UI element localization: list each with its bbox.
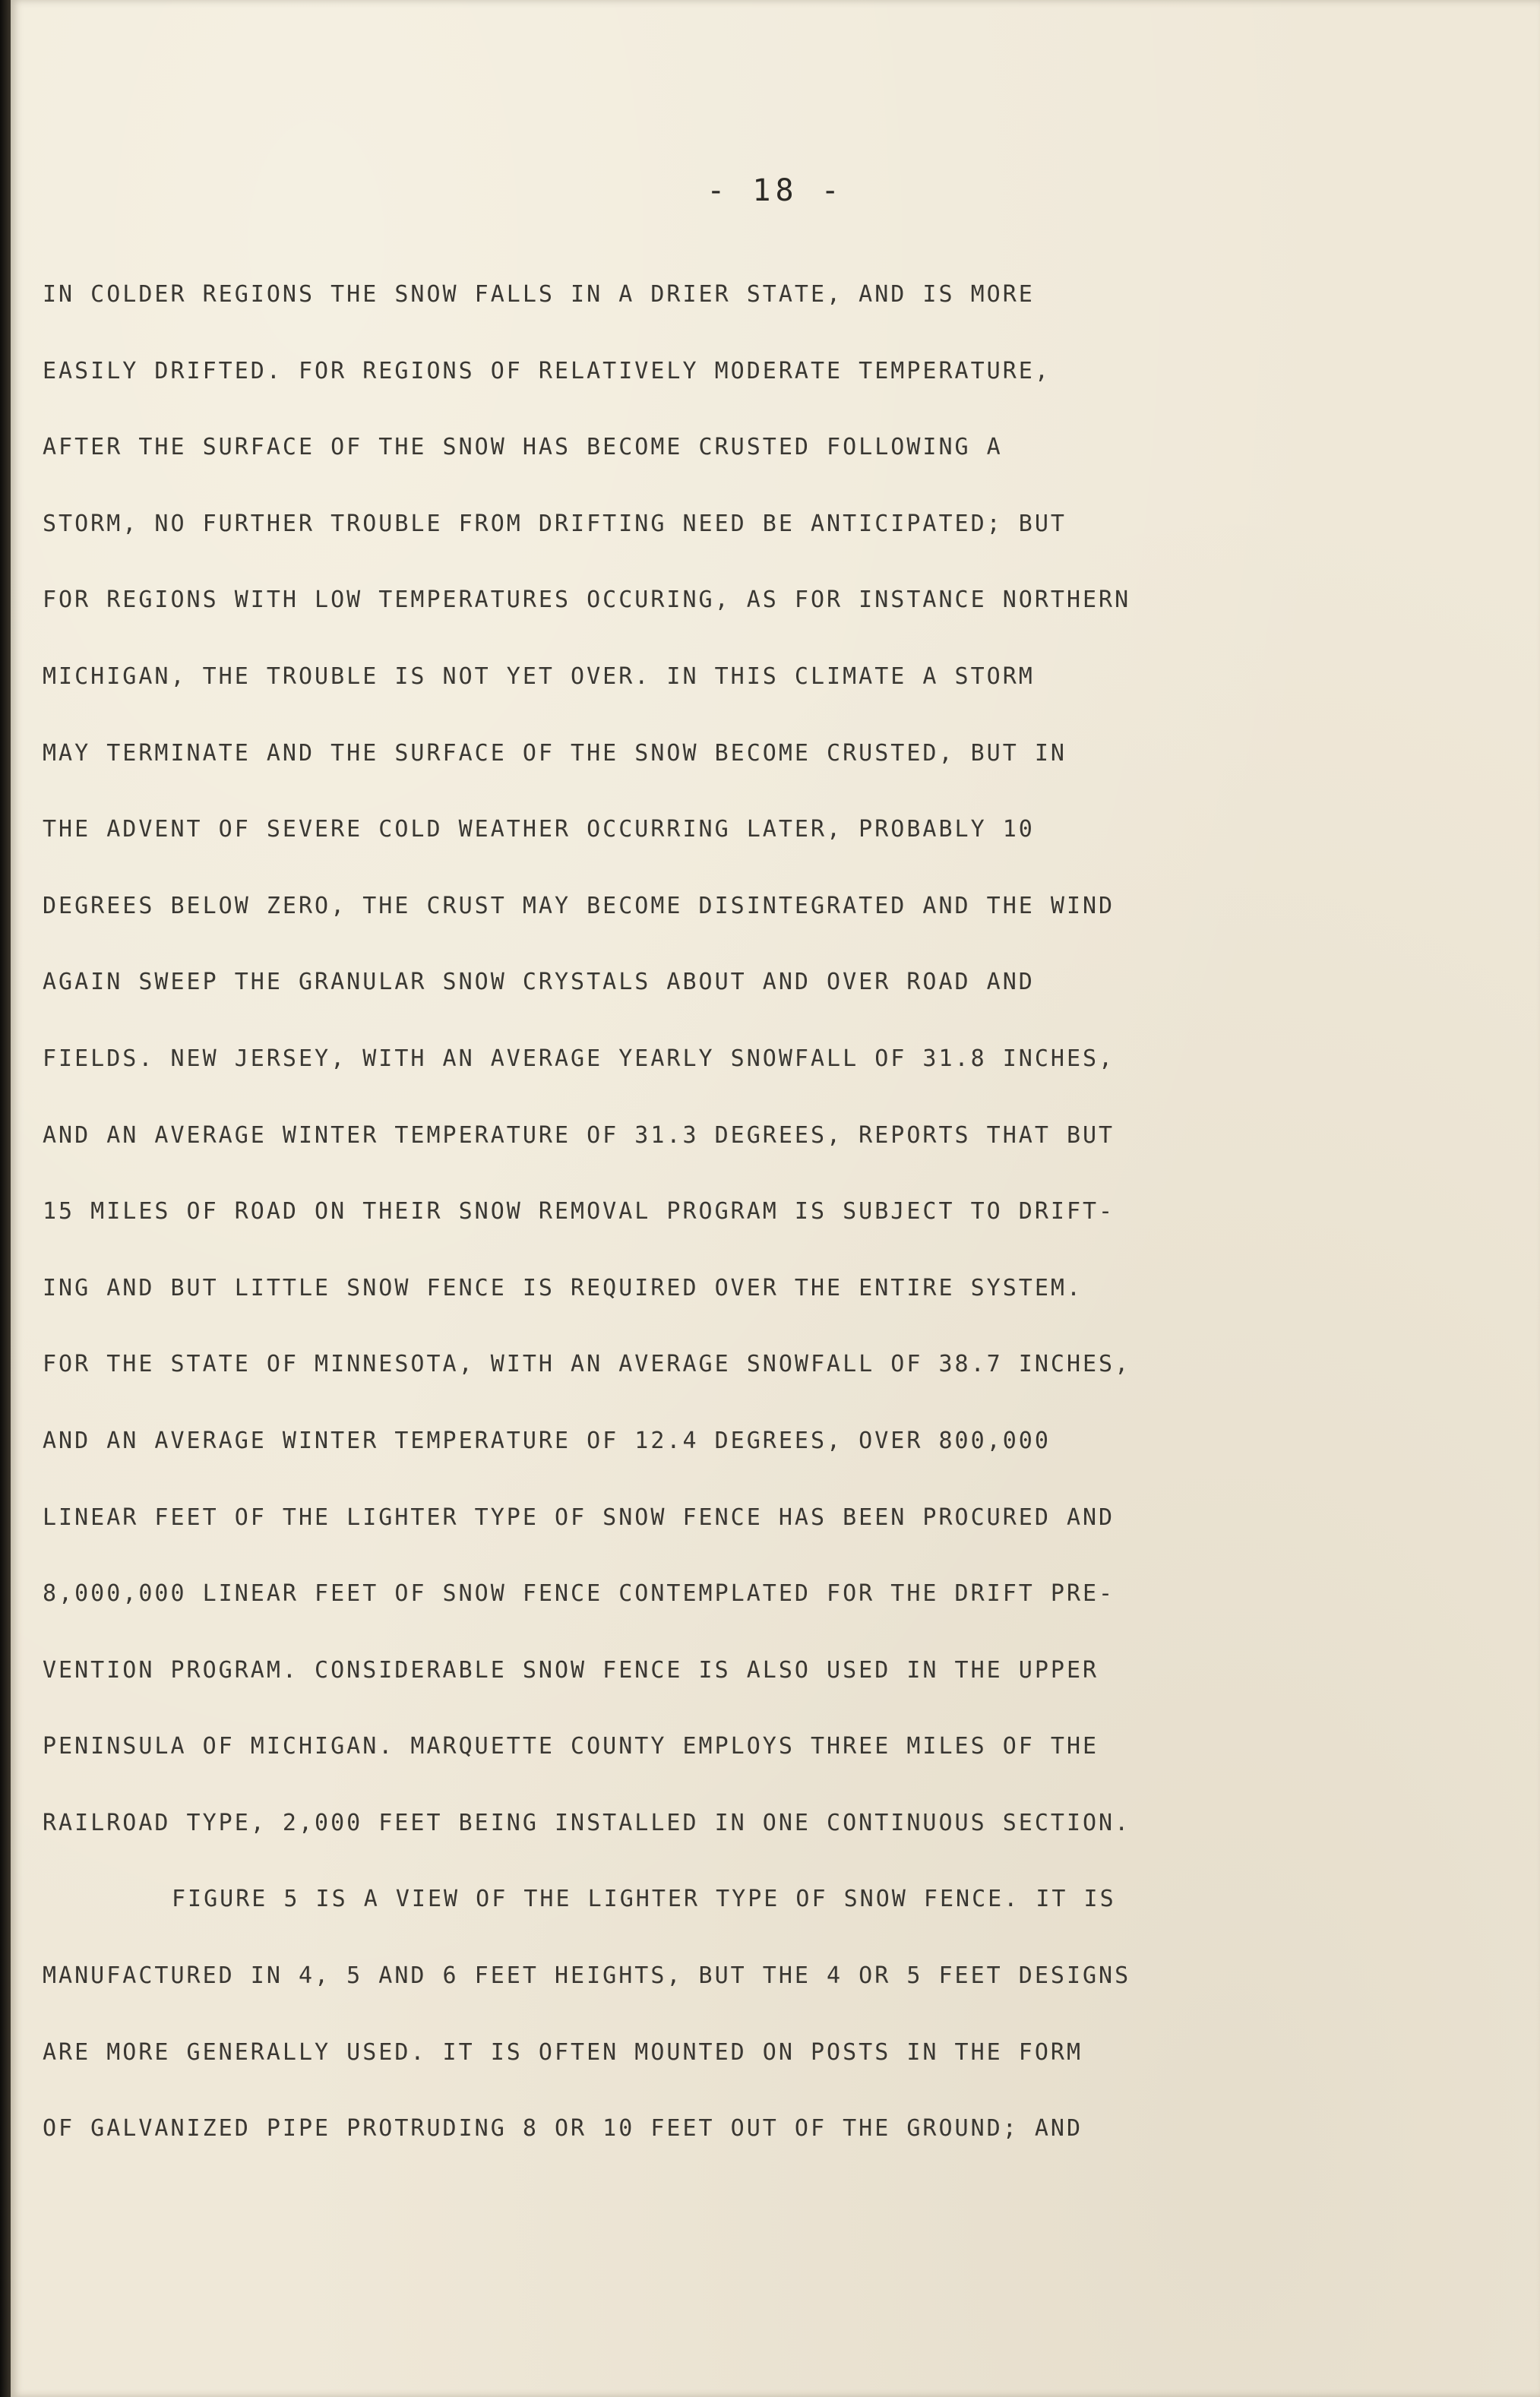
document-page	[11, 0, 1540, 2397]
text-line: ING AND BUT LITTLE SNOW FENCE IS REQUIRED OVER THE ENTIRE SYSTEM.	[43, 1274, 1083, 1301]
text-line: PENINSULA OF MICHIGAN. MARQUETTE COUNTY EMPLOYS THREE MILES OF THE	[43, 1733, 1099, 1760]
text-line: 15 MILES OF ROAD ON THEIR SNOW REMOVAL PROGRAM IS SUBJECT TO DRIFT-	[43, 1198, 1115, 1225]
body-text	[43, 257, 1349, 2168]
text-line: MANUFACTURED IN 4, 5 AND 6 FEET HEIGHTS, BUT THE 4 OR 5 FEET DESIGNS	[43, 1962, 1131, 1990]
text-line: AND AN AVERAGE WINTER TEMPERATURE OF 12.4 DEGREES, OVER 800,000	[43, 1427, 1051, 1454]
text-line: OF GALVANIZED PIPE PROTRUDING 8 OR 10 FEET OUT OF THE GROUND; AND	[43, 2115, 1083, 2142]
text-line: EASILY DRIFTED. FOR REGIONS OF RELATIVELY MODERATE TEMPERATURE,	[43, 357, 1051, 384]
text-line: FIGURE 5 IS A VIEW OF THE LIGHTER TYPE OF SNOW FENCE. IT IS	[172, 1886, 1116, 1913]
text-line: FOR THE STATE OF MINNESOTA, WITH AN AVERAGE SNOWFALL OF 38.7 INCHES,	[43, 1351, 1131, 1378]
text-line: AFTER THE SURFACE OF THE SNOW HAS BECOME CRUSTED FOLLOWING A	[43, 434, 1003, 461]
text-line: MICHIGAN, THE TROUBLE IS NOT YET OVER. IN THIS CLIMATE A STORM	[43, 662, 1035, 690]
text-line: THE ADVENT OF SEVERE COLD WEATHER OCCURRING LATER, PROBABLY 10	[43, 816, 1035, 843]
text-line: FIELDS. NEW JERSEY, WITH AN AVERAGE YEARLY SNOWFALL OF 31.8 INCHES,	[43, 1045, 1115, 1072]
text-line: VENTION PROGRAM. CONSIDERABLE SNOW FENCE IS ALSO USED IN THE UPPER	[43, 1656, 1099, 1684]
text-line: IN COLDER REGIONS THE SNOW FALLS IN A DRIER STATE, AND IS MORE	[43, 281, 1035, 308]
text-line: DEGREES BELOW ZERO, THE CRUST MAY BECOME DISINTEGRATED AND THE WIND	[43, 892, 1115, 919]
page-number: - 18 -	[707, 173, 844, 208]
text-line: ARE MORE GENERALLY USED. IT IS OFTEN MOUNTED ON POSTS IN THE FORM	[43, 2038, 1083, 2066]
text-line: MAY TERMINATE AND THE SURFACE OF THE SNOW BECOME CRUSTED, BUT IN	[43, 739, 1067, 767]
text-line: FOR REGIONS WITH LOW TEMPERATURES OCCURING, AS FOR INSTANCE NORTHERN	[43, 587, 1131, 614]
text-line: STORM, NO FURTHER TROUBLE FROM DRIFTING NEED BE ANTICIPATED; BUT	[43, 510, 1067, 537]
page-edge-shadow	[0, 0, 11, 2397]
text-line: 8,000,000 LINEAR FEET OF SNOW FENCE CONTEMPLATED FOR THE DRIFT PRE-	[43, 1580, 1115, 1608]
text-line: LINEAR FEET OF THE LIGHTER TYPE OF SNOW FENCE HAS BEEN PROCURED AND	[43, 1504, 1115, 1531]
text-line: RAILROAD TYPE, 2,000 FEET BEING INSTALLED IN ONE CONTINUOUS SECTION.	[43, 1809, 1131, 1836]
text-line: AGAIN SWEEP THE GRANULAR SNOW CRYSTALS ABOUT AND OVER ROAD AND	[43, 969, 1035, 996]
text-line: AND AN AVERAGE WINTER TEMPERATURE OF 31.3 DEGREES, REPORTS THAT BUT	[43, 1121, 1115, 1149]
